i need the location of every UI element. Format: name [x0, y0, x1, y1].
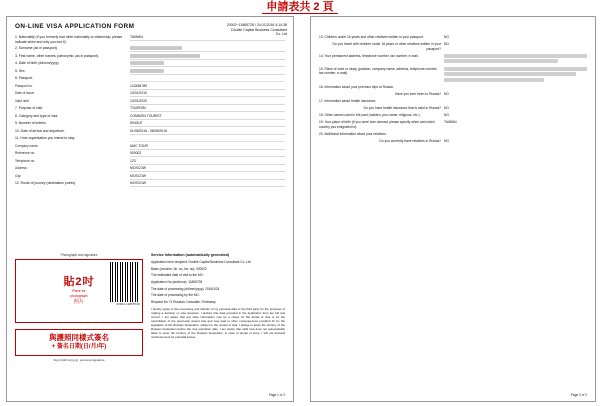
field-arrival-departure: [15, 129, 285, 135]
field-first-name: [15, 54, 285, 60]
field-relatives-in-russia: [319, 139, 587, 144]
field-passport: [15, 76, 285, 82]
page1-field-list: [15, 35, 285, 189]
field-label: Additional information about your relatives.: [324, 131, 387, 136]
field-number: 3.: [15, 53, 18, 58]
signature-instruction-box: [15, 329, 143, 356]
field-label: Date of arrival and departure.: [20, 128, 65, 133]
barcode-number: 20002-11865728: [116, 303, 140, 306]
field-label: Do you travel with children under 16 years or other relatives written in your passport?: [332, 42, 441, 51]
field-label: Purpose of visit.: [18, 106, 43, 111]
redacted-bar: [444, 72, 576, 76]
field-label: Passport no.: [15, 83, 33, 88]
field-value: 000002: [130, 151, 285, 157]
meta-line-3: Co. Ltd: [275, 32, 287, 37]
photo-placeholder-box: [15, 259, 143, 323]
field-label: Category and type of visa.: [18, 113, 59, 118]
page2-field-list: [319, 35, 587, 146]
field-value: NO: [444, 42, 449, 46]
field-label: Company name:: [15, 143, 39, 148]
field-value: 10/01/2020: [130, 99, 285, 105]
chinese-banner: [0, 0, 600, 14]
field-number: 4.: [15, 61, 18, 66]
redacted-bar: [444, 78, 544, 82]
field-value: NO: [444, 113, 449, 118]
field-category-type-of-visa: [15, 114, 285, 120]
field-purpose-of-visit: [15, 106, 285, 112]
field-number: 15.: [319, 66, 324, 71]
field-host-reference-no: [15, 151, 285, 157]
field-value: [444, 54, 587, 65]
service-date-processing: The date of processing (dd/mm/yyyy): 2016/3/24: [151, 286, 220, 291]
field-host-city: [15, 174, 285, 180]
field-label: Information about your previous trips to Russia.: [324, 85, 394, 90]
service-request-no: Request No 74 Russian Consulate / Embassy: [151, 300, 216, 305]
field-passport-valid-until: [15, 99, 285, 105]
field-value: [444, 99, 587, 104]
field-label: Information about health insurance.: [324, 99, 377, 104]
field-label: Do you currently have relatives in Russia?: [379, 138, 441, 143]
redacted-bar: [130, 54, 200, 58]
field-label: Your permanent address, telephone number, fax number, e-mail.: [324, 53, 419, 58]
redacted-bar: [130, 46, 182, 50]
meta-line-2: Double Capital Business Consultant: [231, 27, 287, 32]
field-label: Route of journey (destination points).: [20, 181, 77, 186]
field-health-insurance: [319, 99, 587, 104]
field-value: 01/05/2016 - 08/05/2016: [130, 129, 285, 135]
field-label: Host organisation you intend to stay.: [20, 136, 76, 141]
field-nationality: [15, 35, 285, 45]
service-information-section: [151, 253, 285, 341]
field-number: 10.: [15, 128, 20, 133]
redacted-bar: [444, 59, 558, 63]
page-2-footer: Page 2 of 2: [570, 393, 587, 397]
barcode-icon: [110, 262, 140, 302]
signature-line-1: 與護照同樣式簽名: [49, 333, 109, 342]
field-value: NO: [444, 92, 449, 97]
field-value: 123: [130, 159, 285, 165]
field-value: 123456789: [130, 84, 285, 90]
field-label: Other names used in the past (maiden, pen-name, religious, etc.).: [324, 113, 421, 118]
visa-form-page-1: [6, 16, 294, 402]
photo-signature-section: [15, 253, 143, 362]
service-recipient: Application form recipient: Double Capital Business Consultant Co. Ltd: [151, 260, 251, 265]
field-label: Sex.: [18, 68, 26, 73]
declaration-text: I hereby agree to the processing and transfer of my personal data to the third party for the purposes of making a decision on visa issuance. I declare that data provided in the application form are full and correct. I am aware that any false information may be a cause for the denial of visa or for the cancellation of the previously issued visa and may lead to other consequences provided for by the legislation of the Russian Federation, subject to the receipt of visa, I pledge to leave the territory of the Russian Federation before the visa expiration date. I am aware that valid visa does not automatically allow to enter the territory of the Russian Federation, in case of denial of entry, I will not demand reimbursement for potential losses.: [151, 306, 285, 340]
field-label: Address:: [15, 166, 28, 171]
field-label: Nationality (If you formerly had other nationality or citizenship, please indicate when and why you lost it).: [15, 35, 123, 44]
field-value: [130, 54, 285, 60]
field-value: COMMON TOURIST: [130, 114, 285, 120]
field-value: MOSCOW: [130, 174, 285, 180]
field-number: 18.: [319, 113, 324, 118]
field-value: TAIWAN: [130, 35, 285, 41]
field-number: 1.: [15, 35, 18, 39]
photo-caption: Photograph and signature: [60, 253, 98, 257]
field-previous-trips: [319, 85, 587, 90]
field-label: Date of issue:: [15, 91, 35, 96]
field-number: 17.: [319, 99, 324, 104]
field-number: 7.: [15, 106, 18, 111]
redacted-bar: [130, 61, 164, 65]
field-host-telephone-no: [15, 159, 285, 165]
field-travel-with-children: [319, 42, 587, 52]
field-ever-been-to-russia: [319, 92, 587, 97]
signature-hint: Sign (dd/mm/yyyy), personal signature: [53, 358, 105, 362]
field-value: TOURISM: [130, 106, 285, 112]
photo-instruction-cn-2: 照片: [73, 299, 84, 305]
field-date-of-birth: [15, 61, 285, 67]
service-estimated-date: The estimated date of visit to the MC:: [151, 273, 204, 278]
signature-line-2: + 簽名日期(日/月/年): [51, 344, 107, 350]
field-has-health-insurance: [319, 106, 587, 111]
field-label: Do you have health insurance that is valid in Russia?: [363, 106, 441, 111]
field-value: [130, 136, 285, 142]
form-title: ON-LINE VISA APPLICATION FORM: [15, 23, 135, 30]
field-permanent-address: [319, 54, 587, 65]
page-1-footer: Page 1 of 2: [268, 393, 285, 397]
field-value: [444, 132, 587, 137]
field-place-of-birth: [319, 120, 587, 130]
field-label: First name, other names, patronymic (as in passport).: [18, 53, 100, 58]
field-label: Have you ever been to Russia?: [394, 92, 441, 97]
field-value: NO: [444, 106, 449, 111]
field-additional-relatives-info: [319, 132, 587, 137]
photo-instruction-en-2: photograph: [70, 294, 88, 298]
visa-form-page-2: [310, 16, 596, 402]
field-number: 14.: [319, 53, 324, 58]
banner-text: 申請表共 2 頁: [262, 1, 337, 14]
field-host-address: [15, 166, 285, 172]
field-value: [130, 46, 285, 52]
field-label: Your place of birth (if you were born abroad, please specify when and which country you emigrated to).: [319, 120, 435, 129]
field-number: 5.: [15, 68, 18, 73]
service-basis: Basis (voucher, dir. no, inv. no): 000002: [151, 266, 207, 271]
field-label: Number of entries.: [18, 121, 47, 126]
field-label: Place of work or study (position, company name, address, telephone number, fax number, e-mail).: [319, 66, 438, 76]
field-value: NO: [444, 138, 449, 143]
service-date-processing-mc: The date of processing by the MC:: [151, 293, 200, 298]
field-value: AMC TOUR: [130, 144, 285, 150]
redacted-bar: [444, 54, 587, 58]
field-label: City:: [15, 173, 22, 178]
field-sex: [15, 69, 285, 75]
field-label: Telephone no:: [15, 158, 36, 163]
field-host-company-name: [15, 144, 285, 150]
field-route-of-journey: [15, 181, 285, 187]
field-passport-number: [15, 84, 285, 90]
field-number: 8.: [15, 113, 18, 118]
field-number: 16.: [319, 85, 324, 90]
field-number: 9.: [15, 121, 18, 126]
field-value: TAIWAN: [444, 120, 457, 125]
field-value: MOSCOW: [130, 181, 285, 187]
field-surname: [15, 46, 285, 52]
service-heading: Service Information (automatically generated): [151, 253, 230, 257]
field-value: [444, 85, 587, 90]
photo-instruction-en-1: Place for: [72, 289, 86, 293]
redacted-bar: [444, 67, 587, 71]
field-value: [444, 67, 587, 84]
field-value: [130, 76, 285, 82]
field-number: 19.: [319, 120, 324, 125]
field-number: 13.: [319, 35, 324, 39]
field-value: NO: [444, 35, 449, 39]
field-number: 11.: [15, 136, 20, 141]
field-value: [130, 61, 285, 67]
field-label: Reference no:: [15, 151, 36, 156]
field-place-of-work-or-study: [319, 67, 587, 84]
field-value: SINGLE: [130, 121, 285, 127]
field-label: Children under 16 years and other relatives written in your passport.: [324, 35, 424, 39]
photo-instruction-cn: 貼2吋: [63, 276, 95, 288]
field-number: 2.: [15, 46, 18, 51]
field-label: Passport.: [18, 76, 34, 81]
field-value: MOSCOW: [130, 166, 285, 172]
field-number: 12.: [15, 181, 20, 186]
meta-line-1: 20002~11865728 \ 24.03.2016 4:14:38: [226, 23, 287, 27]
field-other-names: [319, 113, 587, 118]
field-label: Valid until:: [15, 98, 30, 103]
field-passport-date-of-issue: [15, 91, 285, 97]
field-value: 10/01/2010: [130, 91, 285, 97]
field-children-relatives: [319, 35, 587, 40]
redacted-bar: [130, 69, 164, 73]
field-label: Date of birth (dd/mm/yyyy).: [18, 61, 60, 66]
service-application-no: Application No (antivirus): 11865728: [151, 280, 203, 285]
field-number-of-entries: [15, 121, 285, 127]
field-number: 20.: [319, 131, 324, 136]
field-label: Surname (as in passport).: [18, 46, 58, 51]
field-number: 6.: [15, 76, 18, 81]
field-value: [130, 69, 285, 75]
field-host-organisation: [15, 136, 285, 142]
